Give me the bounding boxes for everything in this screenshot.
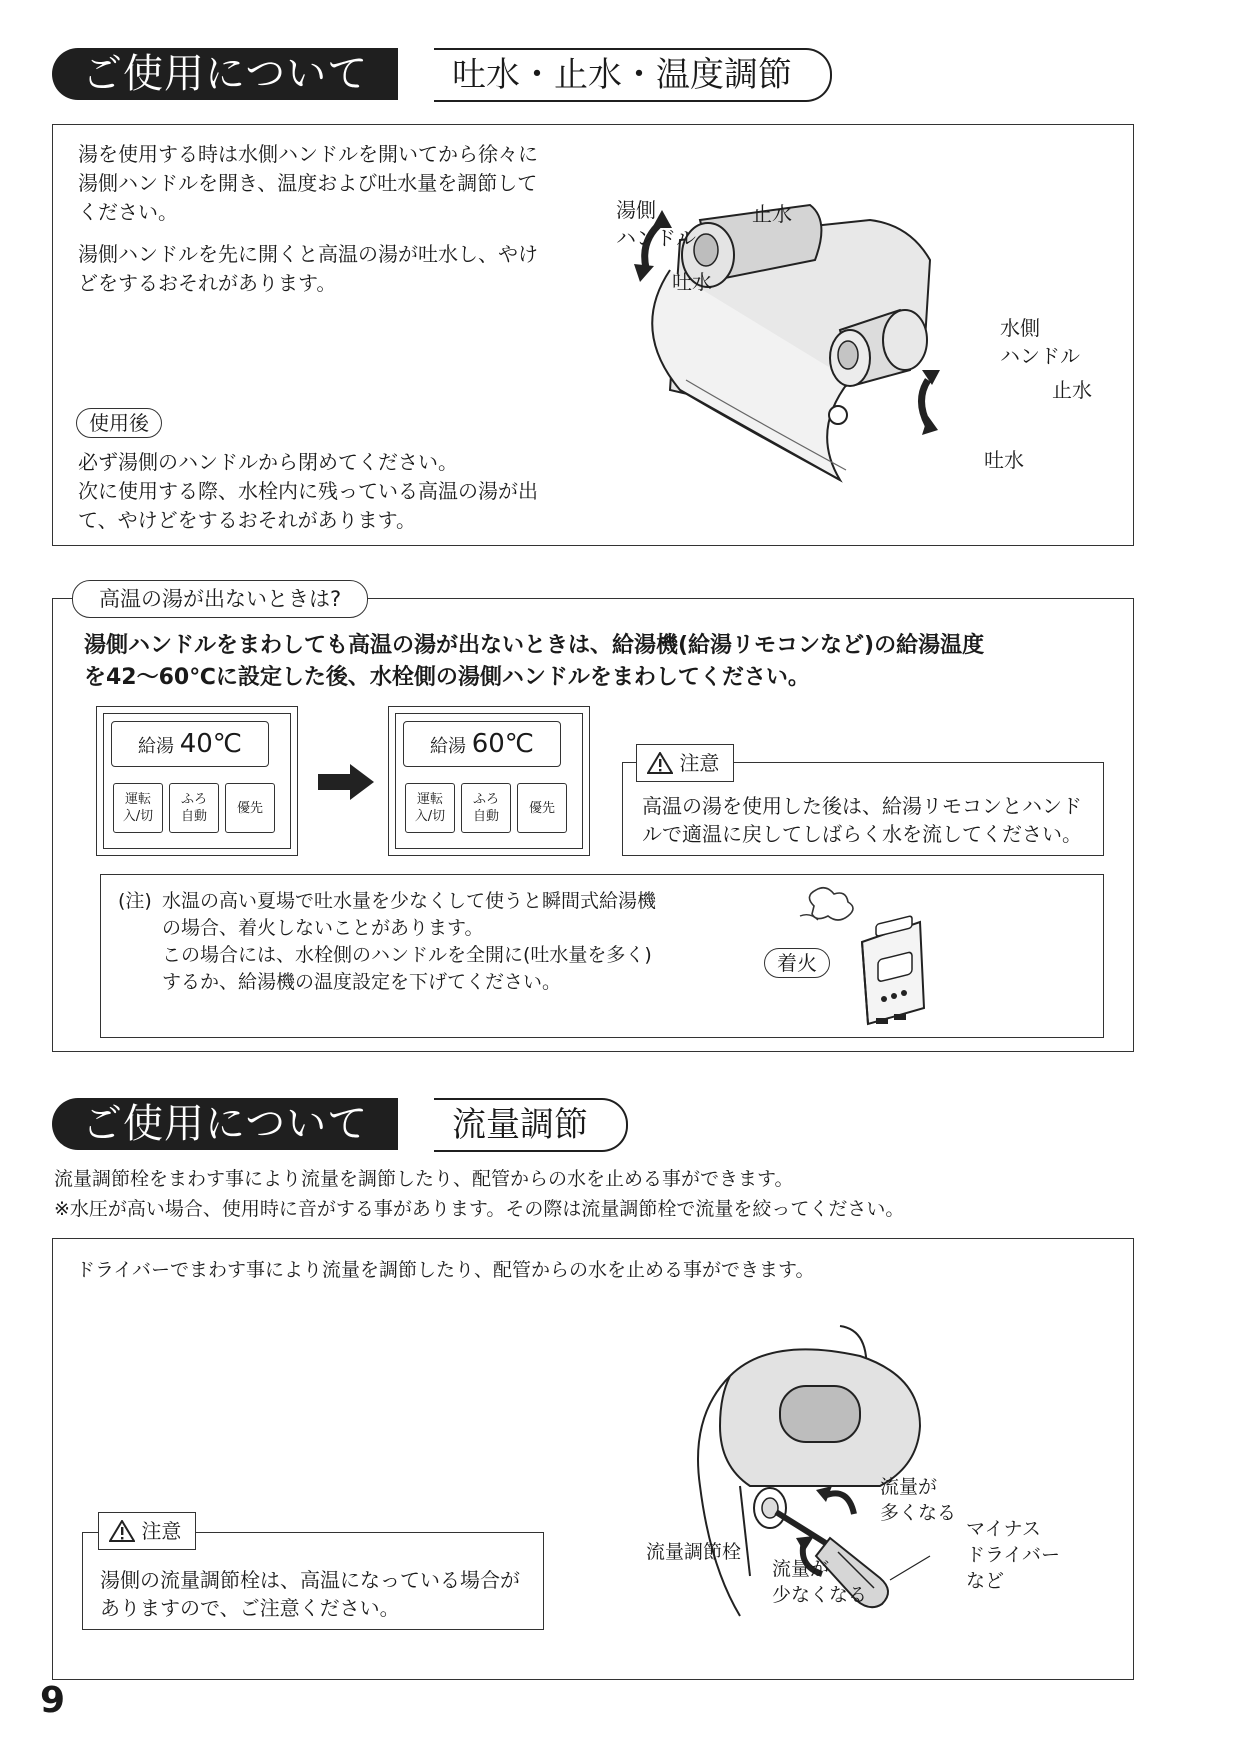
section2-desc <box>54 1164 904 1224</box>
hot-handle-label <box>616 196 696 252</box>
after-use-line: 次に使用する際、水栓内に残っている高温の湯が出 <box>78 479 538 503</box>
screwdriver-line: マイナス <box>966 1518 1041 1540</box>
right-arrow-icon <box>318 764 378 800</box>
remote-display-label: 給湯 <box>137 736 174 757</box>
button-text: 優先 <box>528 800 555 816</box>
button-text: ふろ <box>472 792 499 807</box>
flow-more-label <box>880 1474 956 1526</box>
remote-before-display <box>111 721 269 767</box>
note-text-line: の場合、着火しないことがあります。 <box>162 917 484 939</box>
button-text: 運転 <box>416 792 443 807</box>
flow-valve-label: 流量調節栓 <box>646 1541 742 1563</box>
caution-label-hotwater <box>636 744 734 782</box>
flow-less-line: 流量が <box>772 1558 830 1580</box>
ignition-tag: 着火 <box>764 948 830 978</box>
after-use-line: て、やけどをするおそれがあります。 <box>78 508 416 532</box>
hot-handle-label-line: 湯側 <box>616 198 656 222</box>
section2-desc-line: ※水圧が高い場合、使用時に音がする事があります。その際は流量調節栓で流量を絞ってください。 <box>54 1198 905 1220</box>
caution-text-line: 湯側の流量調節栓は、高温になっている場合が <box>100 1568 520 1592</box>
note-text-line: この場合には、水栓側のハンドルを全開に(吐水量を多く) <box>162 944 652 966</box>
water-heater-icon <box>790 886 930 1026</box>
page-number: 9 <box>40 1680 66 1721</box>
after-use-text <box>78 448 538 535</box>
button-text: 運転 <box>124 792 151 807</box>
usage-para2-line: 湯側ハンドルを先に開くと高温の湯が吐水し、やけ <box>78 242 538 266</box>
cold-handle-label-line: ハンドル <box>1000 344 1080 368</box>
button-text: 入/切 <box>414 809 446 824</box>
caution-label-flow <box>98 1512 196 1550</box>
button-text: 自動 <box>472 809 499 824</box>
caution-text-flow <box>100 1566 520 1622</box>
screwdriver-line: ドライバー <box>966 1544 1061 1566</box>
bath-auto-button <box>461 783 511 833</box>
remote-display-temp: 40℃ <box>179 729 243 759</box>
section1-title: ご使用について <box>52 48 398 100</box>
button-text: ふろ <box>180 792 207 807</box>
usage-para1 <box>78 140 538 227</box>
cold-handle-label <box>1000 314 1080 370</box>
hotwater-intro <box>84 630 984 694</box>
cold-handle-label-line: 水側 <box>1000 316 1040 340</box>
button-text: 優先 <box>236 800 263 816</box>
usage-para1-line: 湯側ハンドルを開き、温度および吐水量を調節して <box>78 171 538 195</box>
hot-stop-label: 止水 <box>752 202 792 226</box>
screwdriver-line: など <box>966 1570 1005 1592</box>
warning-icon <box>647 752 673 774</box>
hotwater-intro-line: 湯側ハンドルをまわしても高温の湯が出ないときは、給湯機(給湯リモコンなど)の給湯温度 <box>84 633 985 658</box>
usage-para1-line: ください。 <box>78 200 178 224</box>
after-use-tag: 使用後 <box>76 408 162 438</box>
hot-handle-label-line: ハンドル <box>616 226 696 250</box>
cold-flow-label: 吐水 <box>984 448 1024 472</box>
caution-label-text: 注意 <box>679 751 720 775</box>
caution-text-line: 高温の湯を使用した後は、給湯リモコンとハンド <box>642 794 1082 818</box>
remote-display-temp: 60℃ <box>471 729 535 759</box>
caution-text-line: ありますので、ご注意ください。 <box>100 1596 400 1620</box>
note-text-line: 水温の高い夏場で吐水量を少なくして使うと瞬間式給湯機 <box>162 890 657 912</box>
flow-less-line: 少なくなる <box>772 1584 868 1606</box>
section2-subtitle: 流量調節 <box>434 1098 628 1152</box>
section2-desc-line: 流量調節栓をまわす事により流量を調節したり、配管からの水を止める事ができます。 <box>54 1168 794 1190</box>
priority-button <box>517 783 567 833</box>
bath-auto-button <box>169 783 219 833</box>
flow-less-label <box>772 1556 867 1608</box>
caution-label-text: 注意 <box>141 1519 182 1543</box>
section2-title: ご使用について <box>52 1098 398 1150</box>
caution-text-hotwater <box>642 792 1082 848</box>
hotwater-heading: 高温の湯が出ないときは? <box>72 580 368 618</box>
section1-subtitle: 吐水・止水・温度調節 <box>434 48 832 102</box>
flow-box-text: ドライバーでまわす事により流量を調節したり、配管からの水を止める事ができます。 <box>76 1259 815 1281</box>
usage-para1-line: 湯を使用する時は水側ハンドルを開いてから徐々に <box>78 142 538 166</box>
power-button <box>405 783 455 833</box>
button-text: 自動 <box>180 809 207 824</box>
remote-before <box>96 706 298 856</box>
cold-stop-label: 止水 <box>1052 378 1092 402</box>
hotwater-intro-line: を42〜60℃に設定した後、水栓側の湯側ハンドルをまわしてください。 <box>84 665 810 690</box>
flow-more-line: 多くなる <box>880 1502 957 1524</box>
hot-flow-label: 吐水 <box>672 270 712 294</box>
usage-para2 <box>78 240 538 298</box>
remote-display-label: 給湯 <box>429 736 466 757</box>
note-text-line: するか、給湯機の温度設定を下げてください。 <box>162 971 562 993</box>
flow-more-line: 流量が <box>880 1476 938 1498</box>
usage-para2-line: どをするおそれがあります。 <box>78 271 337 295</box>
remote-after-display <box>403 721 561 767</box>
screwdriver-label <box>966 1516 1060 1594</box>
note-prefix: (注) <box>118 890 152 912</box>
caution-text-line: ルで適温に戻してしばらく水を流してください。 <box>642 822 1082 846</box>
button-text: 入/切 <box>122 809 154 824</box>
power-button <box>113 783 163 833</box>
warning-icon <box>109 1520 135 1542</box>
priority-button <box>225 783 275 833</box>
note-text <box>162 888 656 996</box>
remote-after <box>388 706 590 856</box>
after-use-line: 必ず湯側のハンドルから閉めてください。 <box>78 450 458 474</box>
